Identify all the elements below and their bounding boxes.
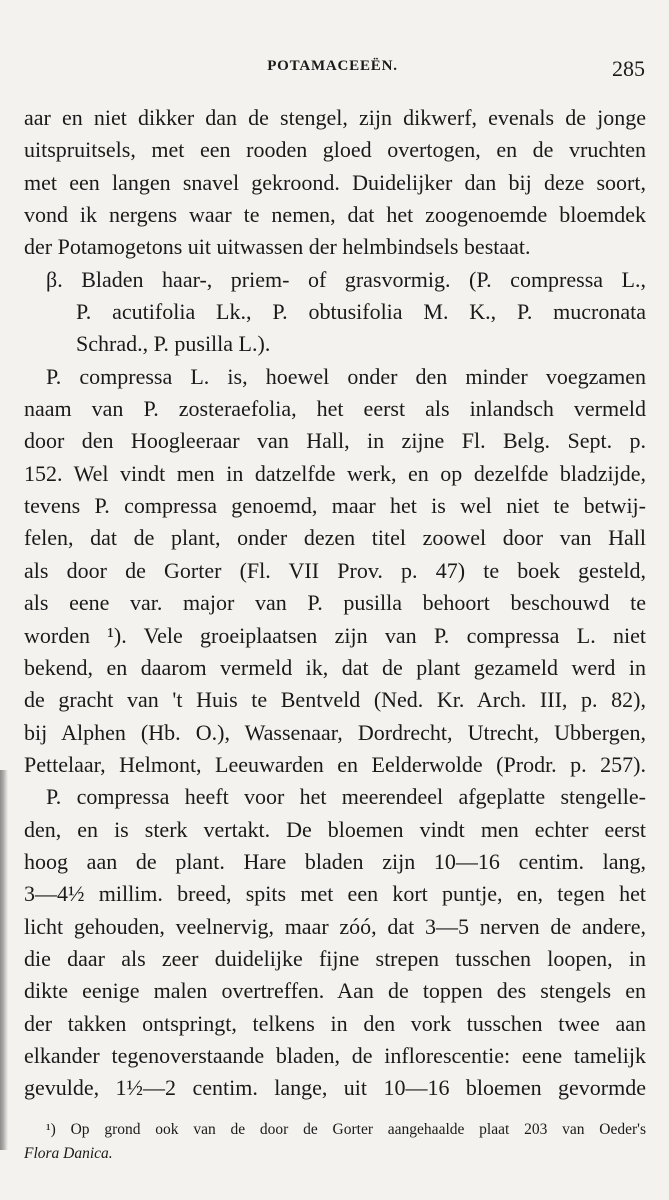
text-line: 3—4½ millim. breed, spits met een kort puntje, en, tegen het [24,881,646,907]
footnote [24,1118,646,1166]
text-line: licht gehouden, veelnervig, maar zóó, dat 3—5 nerven de andere, [24,913,646,939]
body-text [24,102,646,1105]
footnote-line: ¹) Op grond ook van de door de Gorter aangehaalde plaat 203 van Oeder's [46,1121,646,1138]
text-line: der Potamogetons uit uitwassen der helmbindsels bestaat. [24,234,531,260]
text-line: naam van P. zosteraefolia, het eerst als inlandsch vermeld [24,396,646,422]
text-line: worden ¹). Vele groeiplaatsen zijn van P. compressa L. niet [24,622,646,648]
text-line: met een langen snavel gekroond. Duidelijker dan bij deze soort, [24,169,646,195]
text-line: Pettelaar, Helmont, Leeuwarden en Eelderwolde (Prodr. p. 257). [24,751,646,777]
footnote-line: Flora Danica. [24,1145,113,1162]
text-line: dikte eenige malen overtreffen. Aan de toppen des stengels en [24,978,646,1004]
page-header [20,58,645,90]
text-line: P. compressa L. is, hoewel onder den minder voegzamen [46,363,646,389]
text-line: elkander tegenoverstaande bladen, de inflorescentie: eene tamelijk [24,1042,646,1068]
text-line: den, en is sterk vertakt. De bloemen vindt men echter eerst [24,816,646,842]
text-line: P. compressa heeft voor het meerendeel afgeplatte stengelle- [46,784,646,810]
text-line: als door de Gorter (Fl. VII Prov. p. 47) te boek gesteld, [24,557,646,583]
text-line: door den Hoogleeraar van Hall, in zijne Fl. Belg. Sept. p. [24,428,646,454]
running-head: POTAMACEEËN. [267,58,398,74]
text-line: felen, dat de plant, onder dezen titel zoowel door van Hall [24,525,646,551]
page-number: 285 [612,56,645,81]
text-line: aar en niet dikker dan de stengel, zijn dikwerf, evenals de jonge [24,105,646,130]
text-line: vond ik nergens waar te nemen, dat het zoogenoemde bloemdek [24,202,646,228]
text-line: die daar als zeer duidelijke fijne strepen tusschen loopen, in [24,945,646,971]
text-line: Schrad., P. pusilla L.). [76,331,271,357]
text-line: P. acutifolia Lk., P. obtusifolia M. K., P. mucronata [76,299,646,325]
text-line: gevulde, 1½—2 centim. lange, uit 10—16 bloemen gevormde [24,1075,646,1101]
text-line: bekend, en daarom vermeld ik, dat de plant gezameld werd in [24,654,646,680]
text-line: β. Bladen haar-, priem- of grasvormig. (P. compressa L., [46,266,646,292]
text-line: de gracht van 't Huis te Bentveld (Ned. Kr. Arch. III, p. 82), [24,687,646,713]
text-line: uitspruitsels, met een rooden gloed overtogen, en de vruchten [24,137,646,163]
text-line: 152. Wel vindt men in datzelfde werk, en op dezelfde bladzijde, [24,460,646,486]
page-edge-shadow [0,770,8,1150]
text-line: der takken ontspringt, telkens in den vork tusschen twee aan [24,1010,646,1036]
text-line: als eene var. major van P. pusilla behoort beschouwd te [24,590,646,616]
text-line: bij Alphen (Hb. O.), Wassenaar, Dordrecht, Utrecht, Ubbergen, [24,719,646,745]
text-line: tevens P. compressa genoemd, maar het is wel niet te betwij- [24,493,646,519]
text-line: hoog aan de plant. Hare bladen zijn 10—16 centim. lang, [24,848,646,874]
